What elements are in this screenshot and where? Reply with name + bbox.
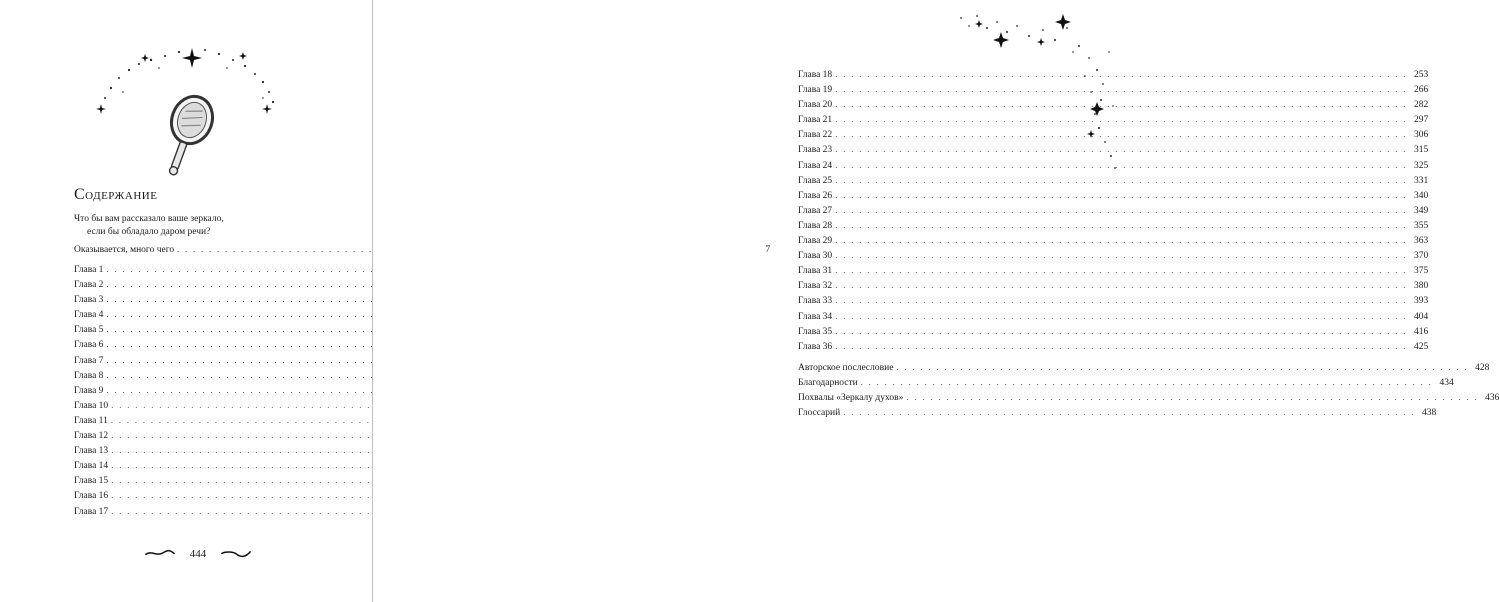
toc-entry-label: Глава 16 <box>74 491 109 502</box>
toc-entry[interactable] <box>798 293 1429 308</box>
toc-intro-question <box>74 213 324 239</box>
toc-leader-dots <box>835 278 1407 293</box>
toc-entry[interactable] <box>798 233 1429 248</box>
toc-entry-label: Глава 33 <box>798 296 833 307</box>
toc-leader-dots <box>835 112 1407 127</box>
toc-entry-page-number: 416 <box>1413 326 1429 337</box>
toc-entry-label: Глава 29 <box>798 236 833 247</box>
toc-entry-glossary[interactable] <box>798 405 1437 420</box>
page-title: Содержание <box>74 186 158 203</box>
toc-entry-label: Оказывается, много чего <box>74 245 175 255</box>
toc-entry-label: Глава 10 <box>74 400 109 411</box>
toc-entry-label: Глава 9 <box>74 385 104 396</box>
toc-list-right <box>798 67 1429 354</box>
toc-list-left <box>74 262 325 519</box>
toc-entry[interactable] <box>798 248 1429 263</box>
toc-entry-label: Глава 28 <box>798 220 833 231</box>
toc-leader-dots <box>835 218 1407 233</box>
toc-entry-page-number: 375 <box>1413 266 1429 277</box>
toc-entry[interactable] <box>74 368 325 383</box>
toc-entry-page-number: 436 <box>1485 393 1499 404</box>
toc-entry[interactable] <box>74 383 325 398</box>
toc-leader-dots <box>835 263 1407 278</box>
toc-entry-label: Глава 22 <box>798 130 833 141</box>
toc-entry-label: Глава 4 <box>74 310 104 321</box>
toc-leader-dots <box>835 127 1407 142</box>
toc-intro-line-2: если бы обладало даром речи? <box>87 227 211 237</box>
toc-leader-dots <box>835 339 1407 354</box>
toc-leader-dots <box>861 375 1433 390</box>
toc-entry-label: Глава 17 <box>74 506 109 517</box>
toc-entry-page-number: 393 <box>1413 296 1429 307</box>
toc-leader-dots <box>835 142 1407 157</box>
toc-entry[interactable] <box>798 142 1429 157</box>
toc-entry-label: Глава 2 <box>74 280 104 291</box>
toc-entry-page-number: 355 <box>1413 220 1429 231</box>
toc-entry-page-number: 363 <box>1413 236 1429 247</box>
toc-entry-label: Глава 8 <box>74 370 104 381</box>
toc-leader-dots <box>835 248 1407 263</box>
toc-list-back-matter <box>798 360 1499 420</box>
toc-entry[interactable] <box>74 277 325 292</box>
hand-mirror-with-stars-icon <box>95 38 295 178</box>
toc-leader-dots <box>835 188 1407 203</box>
toc-entry-label: Глава 32 <box>798 281 833 292</box>
toc-entry[interactable] <box>74 488 325 503</box>
toc-entry-acknowledgements[interactable] <box>798 375 1454 390</box>
toc-entry-prologue[interactable] <box>74 242 771 257</box>
toc-entry-label: Глава 14 <box>74 461 109 472</box>
toc-entry-page-number: 428 <box>1475 363 1490 373</box>
toc-entry-page-number: 349 <box>1413 205 1429 216</box>
toc-entry[interactable] <box>798 97 1429 112</box>
toc-entry[interactable] <box>74 353 325 368</box>
toc-entry-label: Глава 27 <box>798 205 833 216</box>
toc-entry-label: Глава 11 <box>74 415 108 426</box>
toc-entry-label: Глава 5 <box>74 325 104 336</box>
toc-entry[interactable] <box>798 324 1429 339</box>
toc-entry[interactable] <box>798 67 1429 82</box>
toc-entry[interactable] <box>74 413 325 428</box>
toc-entry[interactable] <box>798 203 1429 218</box>
toc-leader-dots <box>896 360 1468 375</box>
toc-entry[interactable] <box>74 458 325 473</box>
toc-entry-page-number: 380 <box>1413 281 1429 292</box>
toc-entry[interactable] <box>798 309 1429 324</box>
toc-entry-afterword[interactable] <box>798 360 1490 375</box>
toc-entry-label: Благодарности <box>798 378 858 389</box>
toc-entry-page-number: 438 <box>1421 408 1437 419</box>
toc-entry-label: Глава 12 <box>74 431 109 442</box>
toc-entry[interactable] <box>74 398 325 413</box>
toc-entry[interactable] <box>74 292 325 307</box>
toc-intro-line-1: Что бы вам рассказало ваше зеркало, <box>74 214 224 224</box>
toc-entry-label: Глава 7 <box>74 355 104 366</box>
toc-entry-label: Глава 24 <box>798 160 833 171</box>
toc-entry[interactable] <box>74 428 325 443</box>
toc-entry-label: Глава 26 <box>798 190 833 201</box>
toc-entry-label: Глава 21 <box>798 115 833 126</box>
toc-entry[interactable] <box>74 322 325 337</box>
toc-entry-label: Похвалы «Зеркалу духов» <box>798 393 904 404</box>
toc-entry[interactable] <box>798 82 1429 97</box>
toc-entry[interactable] <box>74 262 325 277</box>
toc-leader-dots <box>835 158 1407 173</box>
toc-entry[interactable] <box>798 112 1429 127</box>
toc-entry-page-number: 297 <box>1413 115 1429 126</box>
toc-entry[interactable] <box>798 218 1429 233</box>
toc-entry-page-number: 434 <box>1439 378 1454 389</box>
toc-entry-page-number: 7 <box>765 245 771 255</box>
toc-entry-page-number: 315 <box>1413 145 1429 156</box>
toc-entry-page-number: 266 <box>1413 85 1429 96</box>
toc-entry-page-number: 331 <box>1413 175 1429 186</box>
toc-entry-label: Глава 35 <box>798 326 833 337</box>
toc-entry-label: Глава 20 <box>798 100 833 111</box>
toc-entry-label: Глава 34 <box>798 311 833 322</box>
toc-leader-dots <box>835 67 1407 82</box>
toc-entry-label: Глава 36 <box>798 341 833 352</box>
page-folio <box>145 544 251 564</box>
toc-entry[interactable] <box>798 339 1429 354</box>
toc-entry-page-number: 404 <box>1413 311 1429 322</box>
toc-entry-label: Глава 13 <box>74 446 109 457</box>
toc-entry-page-number: 253 <box>1413 70 1429 80</box>
toc-entry-page-number: 425 <box>1413 341 1429 352</box>
toc-leader-dots <box>906 390 1478 405</box>
toc-entry-label: Глава 25 <box>798 175 833 186</box>
toc-leader-dots <box>843 405 1415 420</box>
toc-entry-label: Глава 23 <box>798 145 833 156</box>
toc-entry-label: Глава 18 <box>798 70 833 80</box>
toc-entry[interactable] <box>798 158 1429 173</box>
toc-entry[interactable] <box>798 127 1429 142</box>
toc-entry-label: Авторское послесловие <box>798 363 894 373</box>
toc-entry[interactable] <box>798 278 1429 293</box>
toc-entry-label: Глоссарий <box>798 408 841 419</box>
right-page <box>373 0 1499 602</box>
toc-leader-dots <box>835 293 1407 308</box>
toc-entry-label: Глава 3 <box>74 295 104 306</box>
toc-entry-page-number: 306 <box>1413 130 1429 141</box>
toc-entry[interactable] <box>74 443 325 458</box>
toc-entry-page-number: 282 <box>1413 100 1429 111</box>
toc-leader-dots <box>835 82 1407 97</box>
toc-leader-dots <box>835 324 1407 339</box>
toc-entry-label: Глава 30 <box>798 251 833 262</box>
toc-entry-label: Глава 31 <box>798 266 833 277</box>
toc-entry[interactable] <box>74 337 325 352</box>
toc-entry-label: Глава 15 <box>74 476 109 487</box>
toc-entry-page-number: 370 <box>1413 251 1429 262</box>
toc-entry-page-number: 325 <box>1413 160 1429 171</box>
toc-entry[interactable] <box>798 263 1429 278</box>
toc-leader-dots <box>835 173 1407 188</box>
toc-entry[interactable] <box>74 473 325 488</box>
toc-leader-dots <box>835 203 1407 218</box>
toc-entry[interactable] <box>798 188 1429 203</box>
toc-entry-label: Глава 6 <box>74 340 104 351</box>
toc-leader-dots <box>835 309 1407 324</box>
toc-entry[interactable] <box>74 504 325 519</box>
swash-flourish-icon <box>221 549 251 558</box>
toc-entry-label: Глава 1 <box>74 265 104 275</box>
toc-leader-dots <box>835 97 1407 112</box>
toc-entry-praise[interactable] <box>798 390 1499 405</box>
toc-leader-dots <box>835 233 1407 248</box>
page-number: 444 <box>189 548 207 560</box>
toc-entry[interactable] <box>798 173 1429 188</box>
toc-entry[interactable] <box>74 307 325 322</box>
toc-entry-label: Глава 19 <box>798 85 833 96</box>
toc-entry-page-number: 340 <box>1413 190 1429 201</box>
